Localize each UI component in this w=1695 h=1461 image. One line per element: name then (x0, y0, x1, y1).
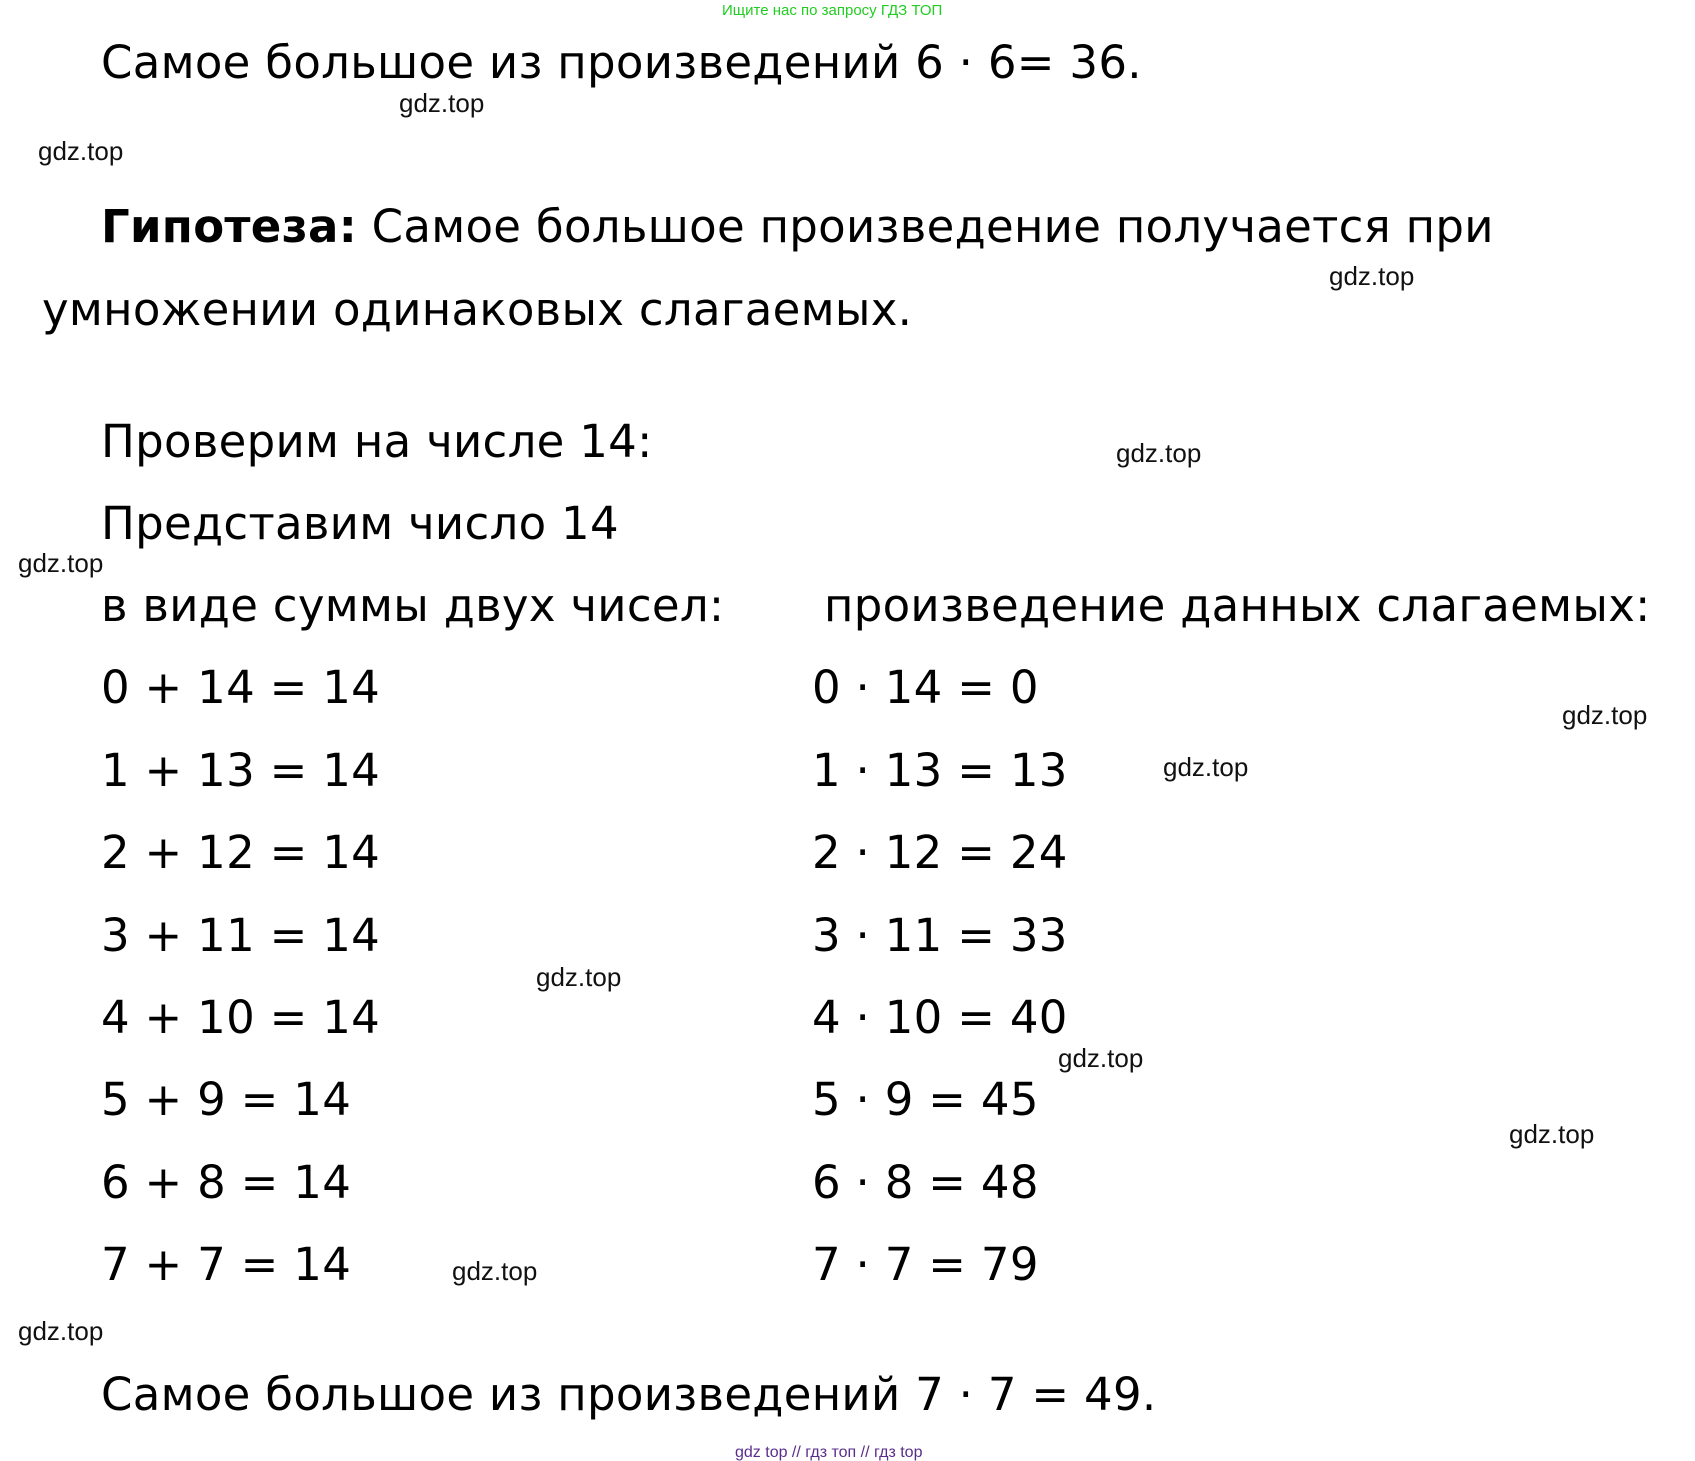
watermark: gdz.top (1163, 752, 1249, 782)
hypothesis-line-2: умножении одинаковых слагаемых. (42, 283, 913, 336)
hypothesis-text-1: Самое большое произведение получается при (357, 200, 1494, 253)
product-row: 1 · 13 = 13 (812, 744, 1068, 797)
product-row: 5 · 9 = 45 (812, 1073, 1039, 1126)
watermark: gdz.top (1329, 261, 1415, 291)
sum-header: в виде суммы двух чисел: (101, 579, 725, 632)
watermark: gdz.top (536, 962, 622, 992)
statement-line-1: Самое большое из произведений 6 · 6= 36. (101, 36, 1142, 89)
bottom-banner: gdz top // гдз топ // гдз top (735, 1444, 923, 1461)
product-row: 4 · 10 = 40 (812, 991, 1068, 1044)
sum-row: 0 + 14 = 14 (101, 661, 381, 714)
watermark: gdz.top (38, 136, 124, 166)
watermark: gdz.top (1116, 438, 1202, 468)
product-row: 6 · 8 = 48 (812, 1156, 1039, 1209)
sum-row: 4 + 10 = 14 (101, 991, 381, 1044)
sum-row: 2 + 12 = 14 (101, 826, 381, 879)
represent-line: Представим число 14 (101, 497, 619, 550)
product-row: 2 · 12 = 24 (812, 826, 1068, 879)
sum-row: 3 + 11 = 14 (101, 909, 381, 962)
sum-row: 1 + 13 = 14 (101, 744, 381, 797)
watermark: gdz.top (1058, 1043, 1144, 1073)
watermark: gdz.top (1562, 700, 1648, 730)
conclusion-line: Самое большое из произведений 7 · 7 = 49. (101, 1368, 1157, 1421)
product-row: 7 · 7 = 79 (812, 1238, 1039, 1291)
watermark: gdz.top (18, 548, 104, 578)
hypothesis-line-1 (101, 200, 1494, 253)
watermark: gdz.top (399, 88, 485, 118)
check-line: Проверим на числе 14: (101, 415, 653, 468)
hypothesis-label: Гипотеза: (101, 200, 358, 253)
product-row: 0 · 14 = 0 (812, 661, 1039, 714)
sum-row: 5 + 9 = 14 (101, 1073, 352, 1126)
product-header: произведение данных слагаемых: (824, 579, 1651, 632)
sum-row: 6 + 8 = 14 (101, 1156, 352, 1209)
watermark: gdz.top (452, 1256, 538, 1286)
sum-row: 7 + 7 = 14 (101, 1238, 352, 1291)
watermark: gdz.top (18, 1316, 104, 1346)
top-banner: Ищите нас по запросу ГДЗ ТОП (722, 2, 943, 19)
product-row: 3 · 11 = 33 (812, 909, 1068, 962)
watermark: gdz.top (1509, 1119, 1595, 1149)
